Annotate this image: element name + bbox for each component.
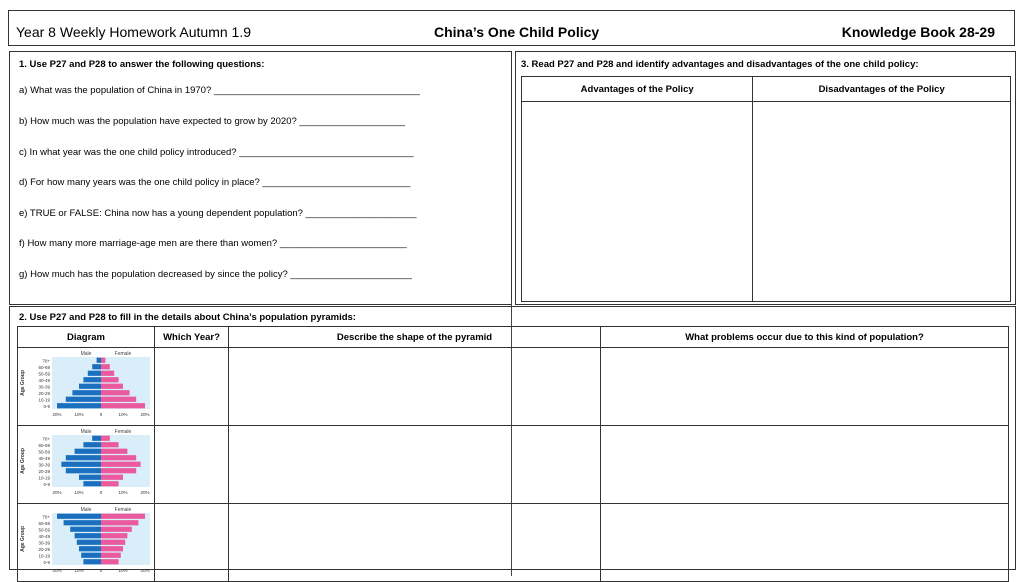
advantages-header: Advantages of the Policy: [522, 77, 753, 102]
female-bar: [101, 559, 119, 564]
shape-cell-1[interactable]: [229, 348, 601, 426]
x-tick-label: 0: [99, 568, 103, 573]
question-f[interactable]: f) How many more marriage-age men are there than women? ________________________: [19, 238, 407, 249]
male-bar: [64, 520, 101, 525]
section-3-title: 3. Read P27 and P28 and identify advantages and disadvantages of the one child policy:: [521, 59, 919, 70]
female-bar: [101, 455, 136, 460]
male-bar: [97, 358, 101, 363]
disadvantages-answer-cell[interactable]: [753, 102, 1011, 302]
male-bar: [75, 533, 101, 538]
age-tick-label: 10-19: [38, 475, 50, 481]
male-label: Male: [80, 429, 92, 435]
male-bar: [83, 481, 101, 486]
age-tick-label: 0-9: [43, 403, 50, 409]
male-label: Male: [80, 351, 92, 357]
male-bar: [92, 364, 101, 369]
advantages-table: [521, 76, 1011, 302]
age-tick-label: 60-69: [38, 520, 50, 526]
female-bar: [101, 481, 119, 486]
female-bar: [101, 377, 119, 382]
knowledge-book-ref: Knowledge Book 28-29: [841, 24, 995, 40]
x-tick-label: 0: [99, 490, 103, 495]
female-bar: [101, 514, 145, 519]
male-bar: [70, 527, 101, 532]
homework-title: Year 8 Weekly Homework Autumn 1.9: [16, 24, 252, 40]
page-header: [8, 10, 1015, 46]
question-b[interactable]: b) How much was the population have expected to grow by 2020? ____________________: [19, 116, 406, 127]
female-bar: [101, 540, 125, 545]
female-bar: [101, 553, 121, 558]
male-bar: [88, 371, 101, 376]
section-2-title: 2. Use P27 and P28 to fill in the details about China’s population pyramids:: [19, 312, 356, 323]
age-tick-label: 70+: [42, 358, 50, 364]
male-bar: [83, 442, 101, 447]
age-tick-label: 20-29: [38, 390, 50, 396]
female-bar: [101, 397, 136, 402]
x-tick-label: 0: [99, 412, 103, 417]
diagram-cell-3: [18, 504, 155, 582]
year-cell-2[interactable]: [155, 426, 229, 504]
x-tick-label: 10%: [118, 490, 128, 495]
female-bar: [101, 527, 132, 532]
x-tick-label: 10%: [74, 568, 84, 573]
male-bar: [61, 462, 101, 467]
population-pyramid-1: [18, 348, 153, 420]
male-bar: [57, 514, 101, 519]
female-bar: [101, 468, 136, 473]
age-axis-label: Age Group: [20, 448, 26, 474]
age-tick-label: 50-59: [38, 527, 50, 533]
male-bar: [81, 553, 101, 558]
male-bar: [79, 546, 101, 551]
age-tick-label: 70+: [42, 514, 50, 520]
male-bar: [75, 449, 101, 454]
male-label: Male: [80, 507, 92, 513]
population-pyramid-3: [18, 504, 153, 576]
x-tick-label: 10%: [118, 412, 128, 417]
age-tick-label: 30-39: [38, 384, 50, 390]
x-tick-label: 20%: [140, 490, 150, 495]
female-bar: [101, 390, 130, 395]
male-bar: [79, 384, 101, 389]
section-1-title: 1. Use P27 and P28 to answer the following questions:: [19, 59, 265, 70]
table-row: [18, 426, 1009, 504]
diagram-cell-2: [18, 426, 155, 504]
question-e[interactable]: e) TRUE or FALSE: China now has a young dependent population? _____________________: [19, 208, 417, 219]
diagram-header: Diagram: [18, 327, 155, 348]
female-bar: [101, 449, 127, 454]
disadvantages-header: Disadvantages of the Policy: [753, 77, 1011, 102]
age-tick-label: 50-59: [38, 449, 50, 455]
question-d[interactable]: d) For how many years was the one child policy in place? ____________________________: [19, 177, 411, 188]
question-g[interactable]: g) How much has the population decreased by since the policy? _______________________: [19, 269, 412, 280]
male-bar: [92, 436, 101, 441]
year-cell-1[interactable]: [155, 348, 229, 426]
shape-cell-3[interactable]: [229, 504, 601, 582]
diagram-cell-1: [18, 348, 155, 426]
age-tick-label: 20-29: [38, 546, 50, 552]
x-tick-label: 10%: [118, 568, 128, 573]
problems-cell-1[interactable]: [601, 348, 1009, 426]
age-tick-label: 30-39: [38, 540, 50, 546]
age-tick-label: 10-19: [38, 553, 50, 559]
section-2-pyramids: [9, 306, 1016, 573]
male-bar: [72, 390, 101, 395]
problems-cell-3[interactable]: [601, 504, 1009, 582]
section-3-advantages: [515, 51, 1016, 305]
section-1-questions: [9, 51, 512, 305]
x-tick-label: 20%: [140, 412, 150, 417]
female-bar: [101, 436, 110, 441]
age-tick-label: 70+: [42, 436, 50, 442]
female-bar: [101, 462, 141, 467]
age-tick-label: 60-69: [38, 442, 50, 448]
age-tick-label: 40-49: [38, 377, 50, 383]
female-label: Female: [114, 351, 132, 357]
female-bar: [101, 358, 105, 363]
x-tick-label: 20%: [140, 568, 150, 573]
table-row: [18, 504, 1009, 582]
x-tick-label: 10%: [74, 412, 84, 417]
female-bar: [101, 371, 114, 376]
x-tick-label: 20%: [52, 490, 62, 495]
age-tick-label: 0-9: [43, 481, 50, 487]
year-cell-3[interactable]: [155, 504, 229, 582]
male-bar: [79, 475, 101, 480]
age-tick-label: 30-39: [38, 462, 50, 468]
age-tick-label: 40-49: [38, 455, 50, 461]
age-tick-label: 20-29: [38, 468, 50, 474]
shape-header: Describe the shape of the pyramid: [229, 327, 601, 348]
male-bar: [83, 377, 101, 382]
age-tick-label: 50-59: [38, 371, 50, 377]
female-bar: [101, 403, 145, 408]
female-label: Female: [114, 429, 132, 435]
question-a[interactable]: a) What was the population of China in 1970? _______________________________________: [19, 85, 420, 96]
x-tick-label: 10%: [74, 490, 84, 495]
age-tick-label: 60-69: [38, 364, 50, 370]
female-bar: [101, 442, 119, 447]
problems-cell-2[interactable]: [601, 426, 1009, 504]
population-pyramid-2: [18, 426, 153, 498]
age-axis-label: Age Group: [20, 370, 26, 396]
male-bar: [83, 559, 101, 564]
topic-title: China’s One Child Policy: [434, 24, 600, 40]
question-c[interactable]: c) In what year was the one child policy introduced? _________________________________: [19, 147, 414, 158]
female-bar: [101, 533, 127, 538]
female-label: Female: [114, 507, 132, 513]
female-bar: [101, 364, 110, 369]
age-tick-label: 0-9: [43, 559, 50, 565]
female-bar: [101, 546, 123, 551]
age-axis-label: Age Group: [20, 526, 26, 552]
age-tick-label: 40-49: [38, 533, 50, 539]
advantages-answer-cell[interactable]: [522, 102, 753, 302]
female-bar: [101, 384, 123, 389]
table-row: [18, 348, 1009, 426]
female-bar: [101, 520, 138, 525]
age-tick-label: 10-19: [38, 397, 50, 403]
x-tick-label: 20%: [52, 568, 62, 573]
male-bar: [77, 540, 101, 545]
female-bar: [101, 475, 123, 480]
male-bar: [66, 455, 101, 460]
shape-cell-2[interactable]: [229, 426, 601, 504]
male-bar: [66, 397, 101, 402]
which-year-header: Which Year?: [155, 327, 229, 348]
male-bar: [57, 403, 101, 408]
problems-header: What problems occur due to this kind of population?: [601, 327, 1009, 348]
pyramid-table: [17, 326, 1009, 582]
x-tick-label: 20%: [52, 412, 62, 417]
male-bar: [66, 468, 101, 473]
